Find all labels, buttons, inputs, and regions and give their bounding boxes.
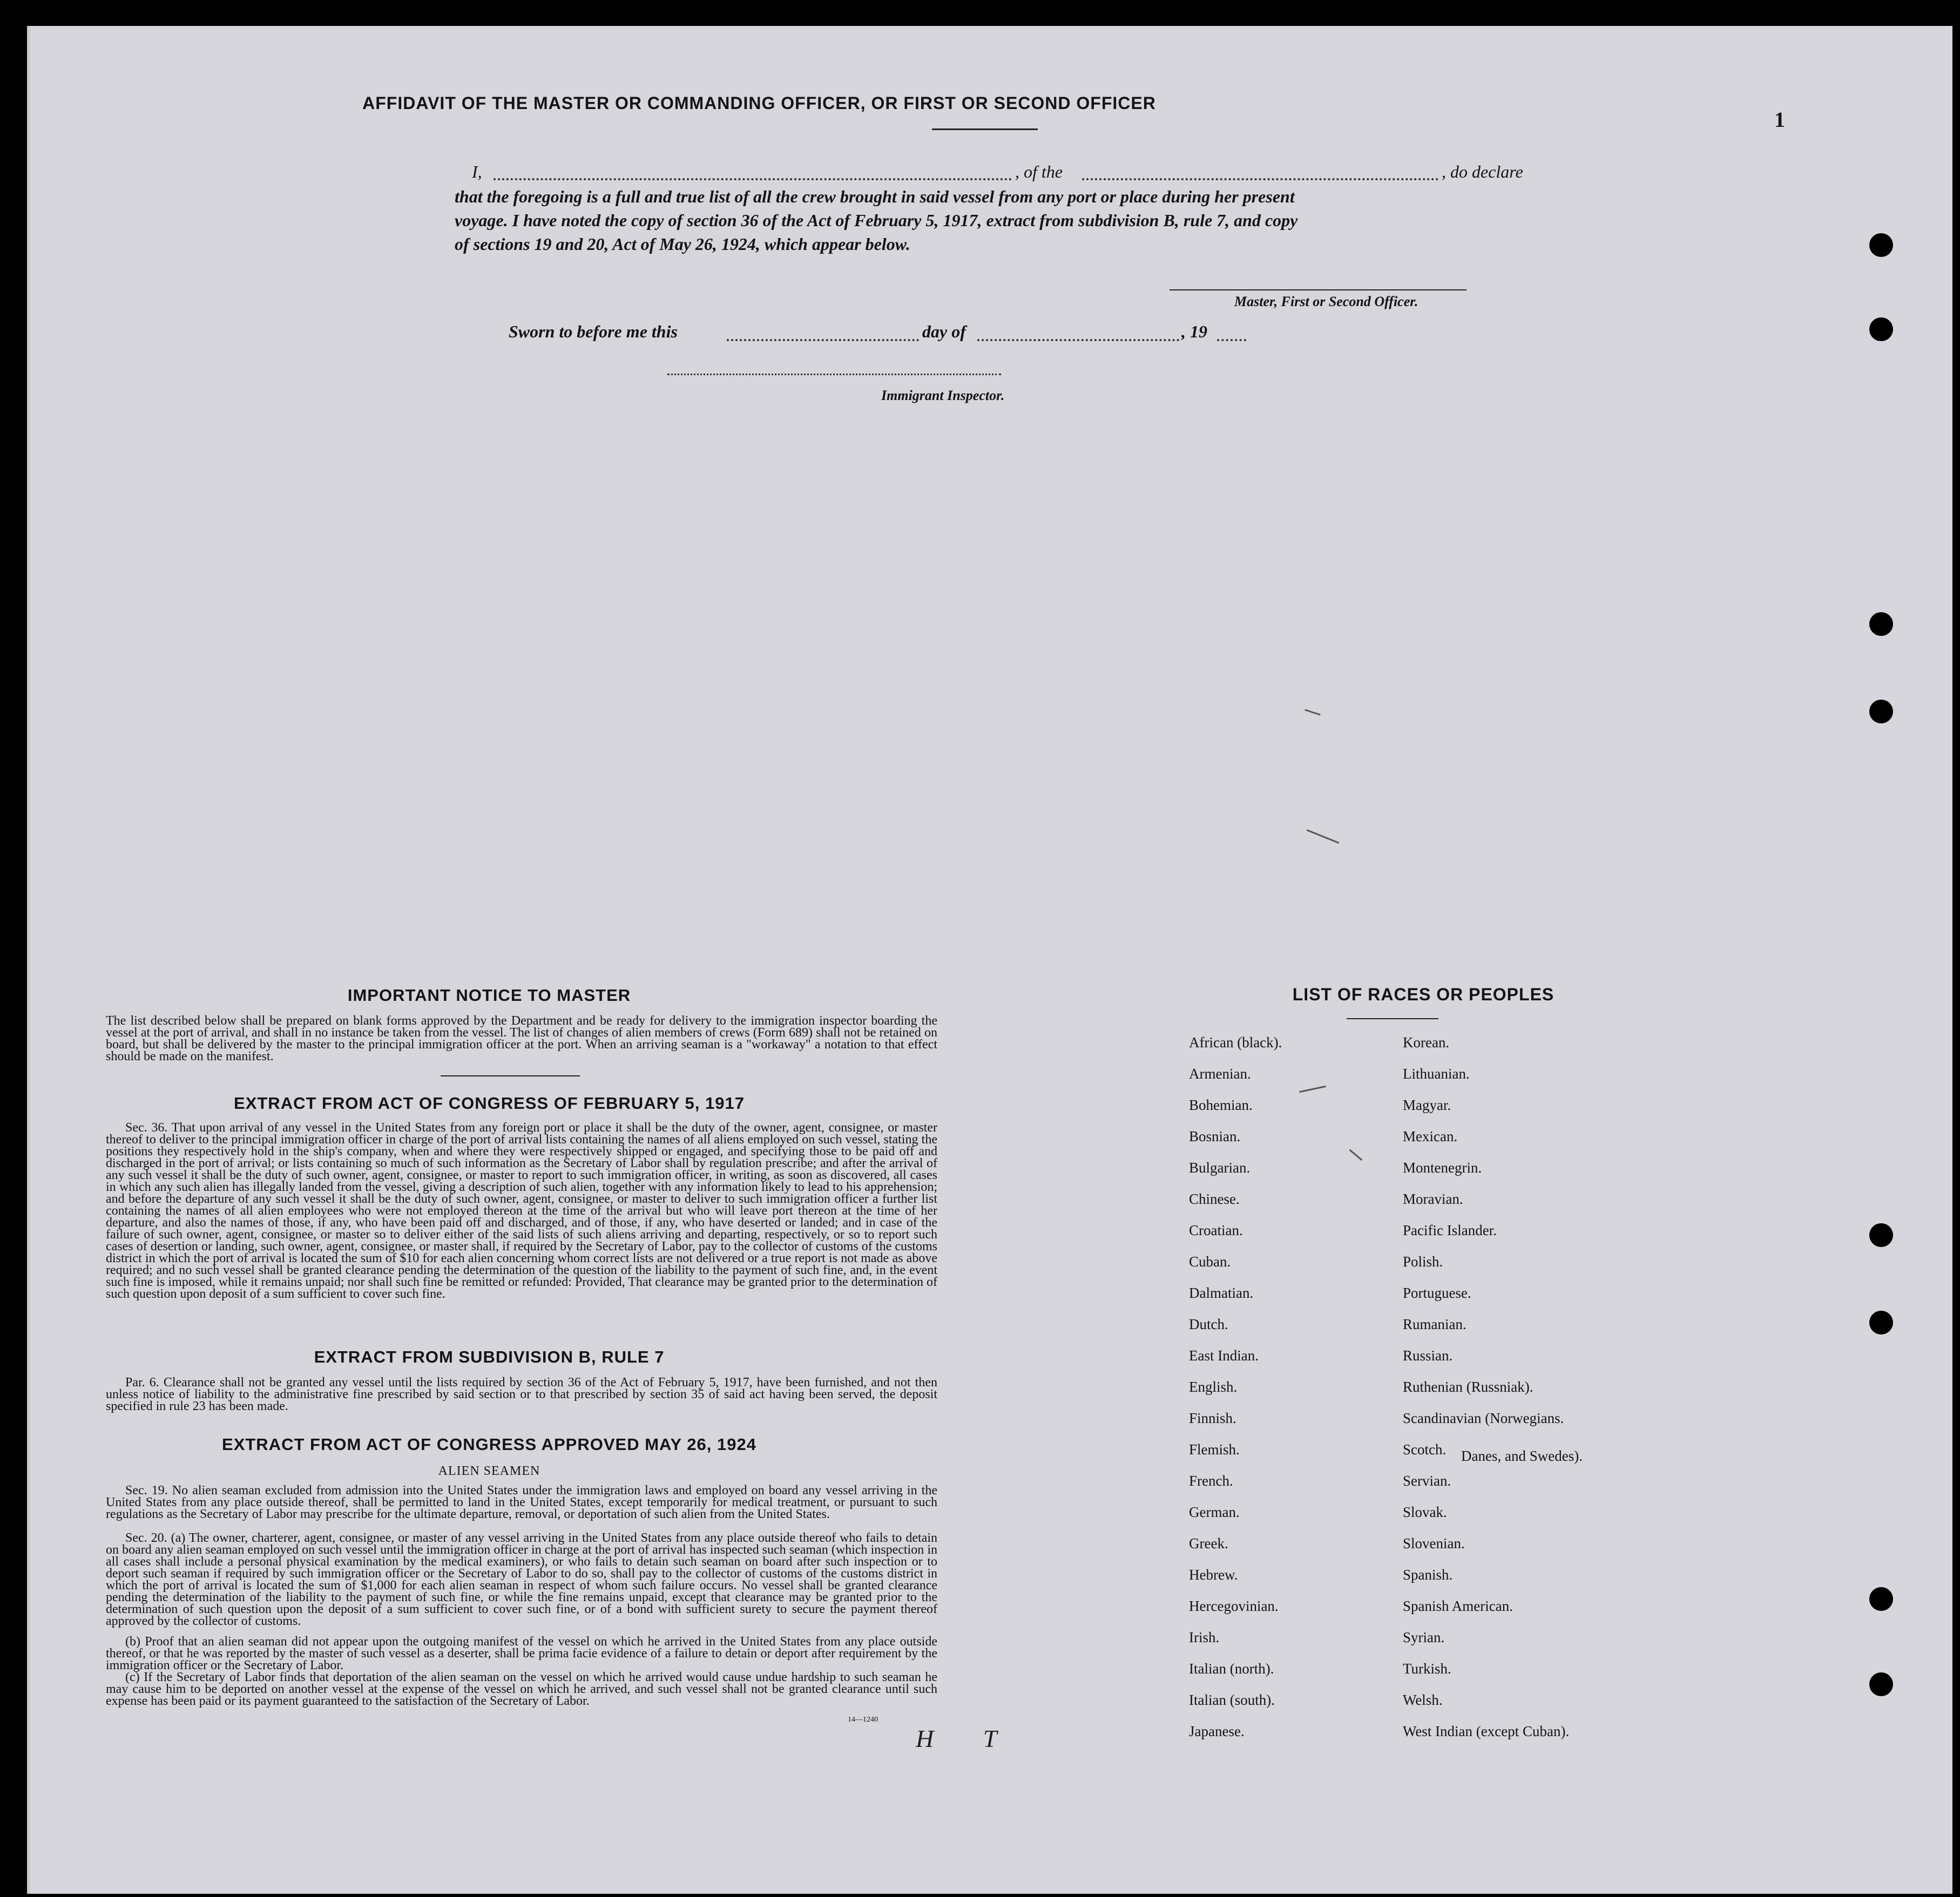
affidavit-title: AFFIDAVIT OF THE MASTER OR COMMANDING OFFICER, OR FIRST OR SECOND OFFICER [362,93,1156,113]
race-item: Ruthenian (Russniak). [1403,1379,1533,1395]
race-item: Polish. [1403,1254,1443,1270]
punch-hole [1869,612,1893,636]
manifest-page [27,26,1952,1894]
sworn-label: Sworn to before me this [509,322,678,341]
punch-hole [1869,233,1893,257]
race-item: Slovenian. [1403,1535,1465,1552]
race-item: Turkish. [1403,1661,1451,1677]
extract-1924-sec20b: (b) Proof that an alien seaman did not appear upon the outgoing manifest of the vessel on which he arrived in the United States from any place outside thereof, or that he was reported by the master of such vessel as a deserter, shall be prima facie evidence of a failure to detain or deport after requirement by the immigration officer or the Secretary of Labor. [106,1635,937,1672]
notice-title: IMPORTANT NOTICE TO MASTER [347,986,631,1005]
extract-1924-sec20a: Sec. 20. (a) The owner, charterer, agent, consignee, or master of any vessel arriving in the United States from any place outside thereof who fails to detain on board any alien seaman employed on such vessel until the immigration officer in charge at the port of arrival has inspected such seaman (which inspection in all cases shall include a personal physical examination by the medical examiners), or who fails to detain such seaman on board after such inspection or to deport such seaman if required by such immigration officer or the Secretary of Labor to do so, shall pay to the collector of customs of the customs district in which the port of arrival is located the sum of $1,000 for each alien seaman in respect of whom such failure occurs. No vessel shall be granted clearance pending the determination of the liability to the payment of such fine, or while the fine remains unpaid, except that clearance may be granted prior to the determination of such question upon the deposit of a sum sufficient to cover such fine, or of a bond with sufficient surety to secure the payment thereof approved by the collector of customs. [106,1531,937,1628]
race-item: Slovak. [1403,1504,1447,1520]
year-label: , 19 [1181,322,1207,341]
extract-1924-sec19: Sec. 19. No alien seaman excluded from admission into the United States under the immigration laws and employed on board any vessel arriving in the United States from any place outside thereof, shall be permitted to land in the United States, except temporarily for medical treatment, or pursuant to such regulations as the Secretary of Labor may prescribe for the ultimate departure, removal, or deportation of such alien from the United States. [106,1483,937,1521]
scan-mark [1305,709,1320,715]
race-item: Korean. [1403,1034,1450,1051]
race-item: African (black). [1189,1034,1282,1051]
sworn-day-field[interactable] [727,339,919,341]
punch-hole [1869,700,1893,723]
race-item: Syrian. [1403,1629,1445,1645]
race-item: Scotch. [1403,1441,1447,1458]
race-item: Lithuanian. [1403,1066,1470,1082]
affidavit-declare-label: , do declare [1442,162,1523,181]
punch-hole [1869,1672,1893,1696]
extract-1924-title: EXTRACT FROM ACT OF CONGRESS APPROVED MAY 26, 1924 [222,1435,756,1454]
race-item: Dutch. [1189,1316,1228,1332]
master-signature-label: Master, First or Second Officer. [1234,294,1418,309]
race-item: Russian. [1403,1347,1453,1364]
race-item: West Indian (except Cuban). [1403,1723,1570,1739]
race-item: East Indian. [1189,1347,1259,1364]
punch-hole [1869,1587,1893,1611]
affidavit-line-2: that the foregoing is a full and true list of all the crew brought in said vessel from any port or place during her present [455,187,1295,206]
race-item: French. [1189,1473,1233,1489]
inspector-signature-line[interactable] [667,374,1001,375]
race-item: Greek. [1189,1535,1228,1552]
scan-mark [1349,1149,1363,1161]
race-item: Montenegrin. [1403,1160,1482,1176]
inspector-label: Immigrant Inspector. [881,388,1005,403]
extract-rule7-title: EXTRACT FROM SUBDIVISION B, RULE 7 [314,1347,665,1366]
day-of-label: day of [922,322,966,341]
race-item: Bohemian. [1189,1097,1253,1113]
handwritten-initials: H T [916,1725,1019,1752]
race-item: Dalmatian. [1189,1285,1254,1301]
race-item: Welsh. [1403,1692,1443,1708]
race-item: Scandinavian (Norwegians. [1403,1410,1564,1426]
race-item: Spanish American. [1403,1598,1513,1614]
notice-text: The list described below shall be prepared on blank forms approved by the Department and be ready for delivery to the immigration inspector boarding the vessel at the port of arrival, and shall in no instance be taken from the vessel. The list of changes of alien members of crews (Form 689) shall not be retained on board, but shall be delivered by the master to the principal immigration officer at the port. When an arriving seaman is a "workaway" a notation to that effect should be made on the manifest. [106,1014,937,1063]
master-signature-line[interactable] [1170,289,1466,290]
race-item: Pacific Islander. [1403,1222,1497,1238]
race-item: Japanese. [1189,1723,1245,1739]
race-item: Armenian. [1189,1066,1251,1082]
name-field[interactable] [494,178,1012,180]
race-item: Magyar. [1403,1097,1451,1113]
scan-mark [1299,1086,1326,1093]
race-item: Bosnian. [1189,1128,1241,1144]
races-title-rule [1347,1018,1438,1019]
punch-hole [1869,317,1893,341]
race-item: Spanish. [1403,1567,1453,1583]
extract-1924-sec20c: (c) If the Secretary of Labor finds that deportation of the alien seaman on the vessel on which he arrived would cause undue hardship to such seaman he may cause him to be deported on another vessel at the expense of the vessel on which he arrived, and such vessel shall not be granted clearance until such expense has been paid or its payment guaranteed to the satisfaction of the Secretary of Labor. [106,1670,937,1708]
scan-mark [1307,829,1339,844]
punch-hole [1869,1311,1893,1334]
affidavit-line-4: of sections 19 and 20, Act of May 26, 1924, which appear below. [455,234,910,254]
rank-field[interactable] [1082,178,1438,180]
extract-1917-title: EXTRACT FROM ACT OF CONGRESS OF FEBRUARY 5, 1917 [234,1094,745,1113]
races-title: LIST OF RACES OR PEOPLES [1292,985,1555,1004]
race-item: Italian (north). [1189,1661,1274,1677]
race-item: Bulgarian. [1189,1160,1251,1176]
punch-hole [1869,1223,1893,1247]
extract-1924-subtitle: ALIEN SEAMEN [438,1464,540,1478]
race-item: Flemish. [1189,1441,1240,1458]
race-item: Irish. [1189,1629,1220,1645]
notice-rule [441,1075,580,1076]
affidavit-line-3: voyage. I have noted the copy of section 36 of the Act of February 5, 1917, extract from subdivision B, rule 7, and copy [455,211,1298,230]
race-item: Finnish. [1189,1410,1236,1426]
race-item: Croatian. [1189,1222,1243,1238]
race-item: Mexican. [1403,1128,1458,1144]
sworn-month-field[interactable] [977,339,1179,341]
race-item: Italian (south). [1189,1692,1275,1708]
race-item: Hebrew. [1189,1567,1238,1583]
form-number: 14—1240 [848,1716,878,1724]
race-item: English. [1189,1379,1238,1395]
affidavit-i-label: I, [472,162,482,181]
race-item: Cuban. [1189,1254,1231,1270]
page-number: 1 [1774,107,1785,132]
race-item-continuation: Danes, and Swedes). [1461,1448,1583,1464]
extract-rule7-text: Par. 6. Clearance shall not be granted any vessel until the lists required by section 36 of the Act of February 5, 1917, have been furnished, and not then unless notice of liability to the administrative fine prescribed by said section or to that prescribed by section 35 of said act having been served, the deposit specified in rule 23 has been made. [106,1376,937,1413]
affidavit-of-the-label: , of the [1015,162,1063,181]
race-item: Chinese. [1189,1191,1240,1207]
sworn-year-field[interactable] [1217,339,1246,341]
race-item: Hercegovinian. [1189,1598,1279,1614]
race-item: Rumanian. [1403,1316,1466,1332]
race-item: Servian. [1403,1473,1451,1489]
race-item: German. [1189,1504,1240,1520]
race-item: Portuguese. [1403,1285,1471,1301]
title-rule [932,128,1038,130]
extract-1917-text: Sec. 36. That upon arrival of any vessel in the United States from any foreign port or place it shall be the duty of the owner, agent, consignee, or master thereof to deliver to the principal immigration officer in charge of the port of arrival lists containing the names of all aliens employed on such vessel, stating the positions they respectively hold in the ship's company, when and where they were respectively shipped or engaged, and specifying those to be paid off and discharged in the port of arrival; or lists containing so much of such information as the Secretary of Labor shall by regulation prescribe; and after the arrival of any such vessel it shall be the duty of such owner, agent, consignee, or master to report to such immigration officer, in writing, as soon as discovered, all cases in which any such alien has illegally landed from the vessel, giving a description of such alien, together with any information likely to lead to his apprehension; and before the departure of any such vessel it shall be the duty of such owner, agent, consignee, or master to deliver to such immigration officer a further list containing the names of all alien employees who were not employed thereon at the time of the arrival but who will leave port thereon at the time of her departure, and also the names of those, if any, who have been paid off and discharged, and of those, if any, who have deserted or landed; and in case of the failure of such owner, agent, consignee, or master so to deliver either of the said lists of such aliens arriving and departing, respectively, or so to report such cases of desertion or landing, such owner, agent, consignee, or master shall, if required by the Secretary of Labor, pay to the collector of customs of the customs district in which the port of arrival is located the sum of $10 for each alien concerning whom correct lists are not delivered or a true report is not made as above required; and no such vessel shall be granted clearance pending the determination of the question of the liability to the payment of such fine, and, in the event such fine is imposed, while it remains unpaid; nor shall such fine be remitted or refunded: Provided, That clearance may be granted prior to the determination of such question upon deposit of a sum sufficient to cover such fine. [106,1121,937,1301]
race-item: Moravian. [1403,1191,1463,1207]
